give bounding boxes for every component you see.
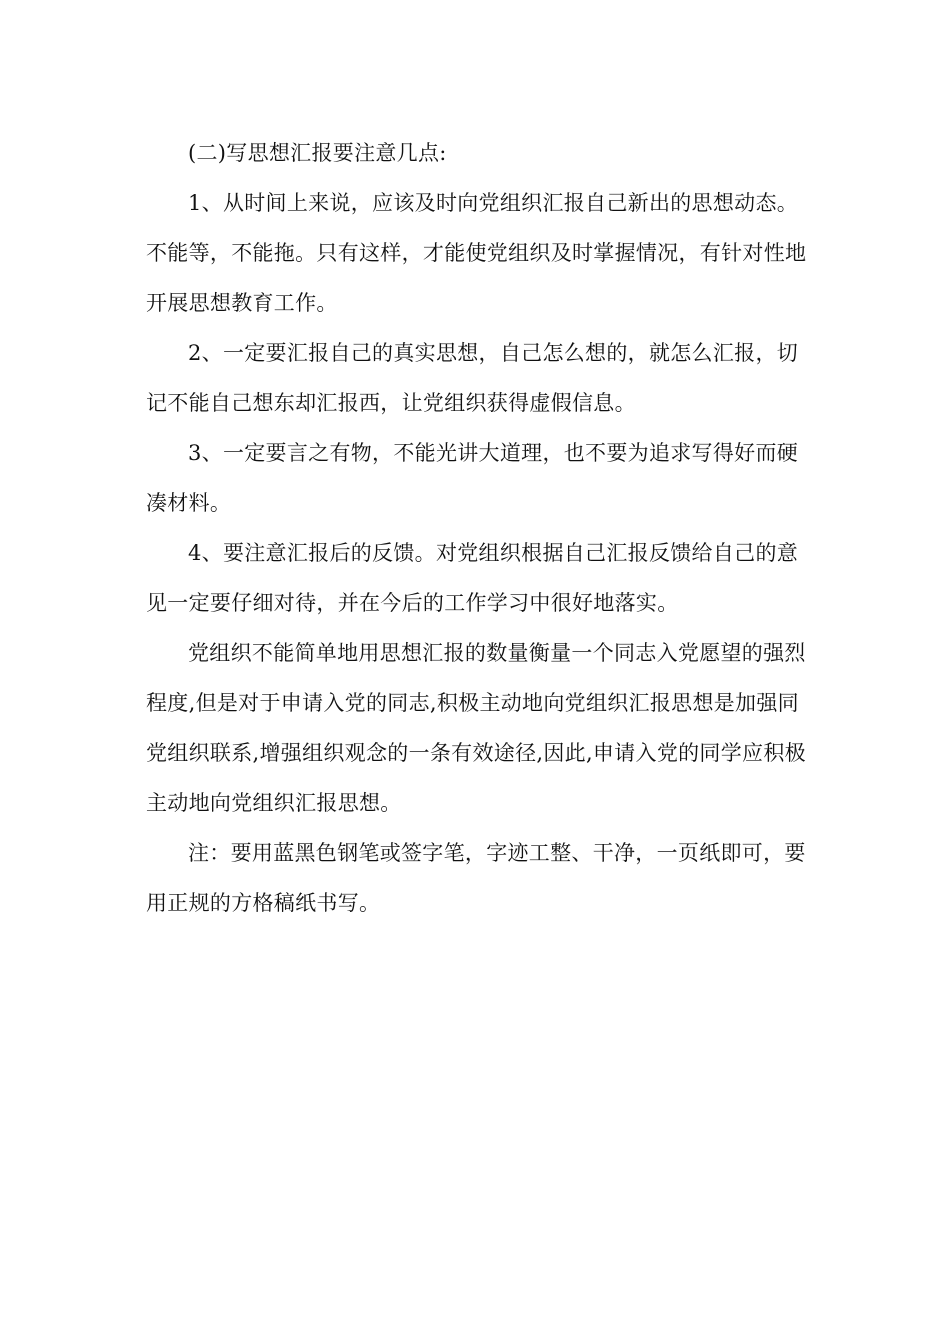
point-3: 3、一定要言之有物，不能光讲大道理，也不要为追求写得好而硬凑材料。 — [146, 441, 799, 515]
point-2: 2、一定要汇报自己的真实思想，自己怎么想的，就怎么汇报，切记不能自己想东却汇报西，让党组织获得虚假信息。 — [146, 341, 799, 415]
document-body — [146, 128, 818, 928]
point-4: 4、要注意汇报后的反馈。对党组织根据自己汇报反馈给自己的意见一定要仔细对待，并在今后的工作学习中很好地落实。 — [146, 541, 799, 615]
note-paragraph: 注：要用蓝黑色钢笔或签字笔，字迹工整、干净，一页纸即可，要用正规的方格稿纸书写。 — [146, 841, 806, 915]
section-heading: (二)写思想汇报要注意几点: — [188, 141, 447, 165]
summary-paragraph: 党组织不能简单地用思想汇报的数量衡量一个同志入党愿望的强烈程度,但是对于申请入党的同志,积极主动地向党组织汇报思想是加强同党组织联系,增强组织观念的一条有效途径,因此,申请入党的同学应积极主动地向党组织汇报思想。 — [146, 641, 806, 815]
point-1: 1、从时间上来说，应该及时向党组织汇报自己新出的思想动态。不能等，不能拖。只有这样，才能使党组织及时掌握情况，有针对性地开展思想教育工作。 — [146, 191, 807, 315]
